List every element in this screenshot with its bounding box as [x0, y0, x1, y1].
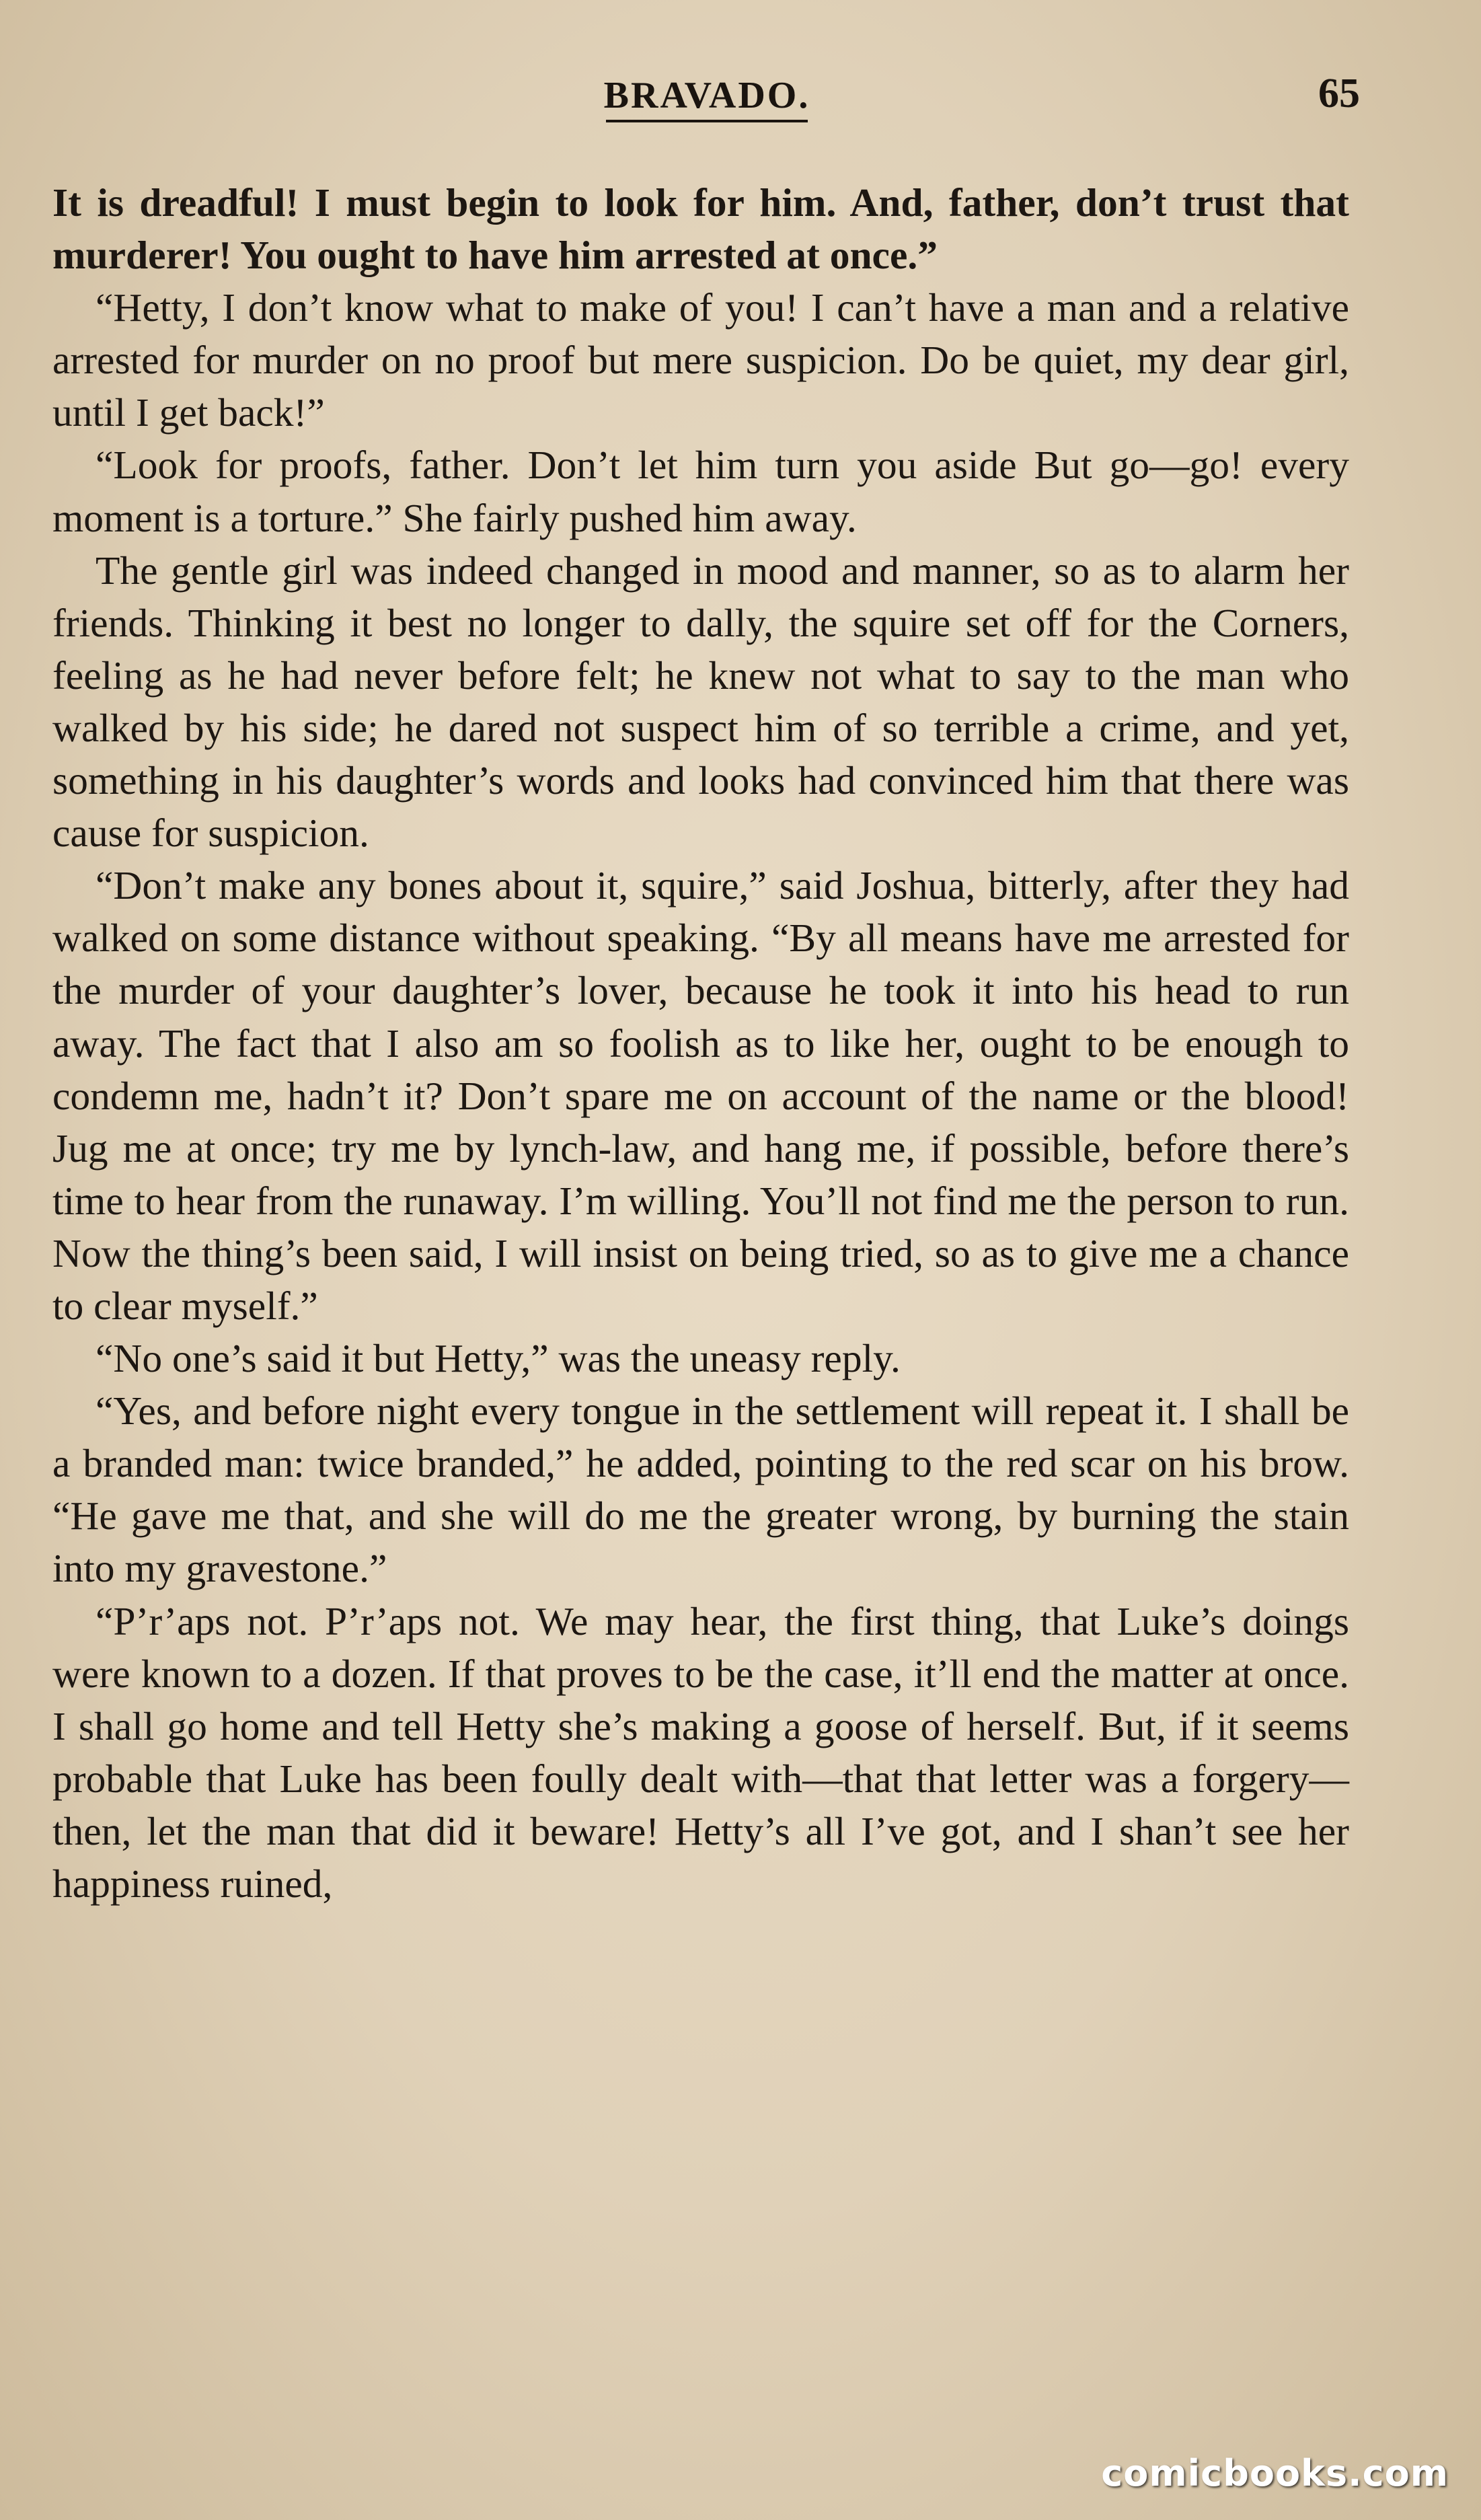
- paragraph: The gentle girl was indeed changed in mood and manner, so as to alarm her friends. Thinking it best no longer to dally, the squire set off for the Corners, feeling as he had never before felt; he knew not what to say to the man who walked by his side; he dared not suspect him of so terrible a crime, and yet, something in his daughter’s words and looks had convinced him that there was cause for suspicion.: [52, 548, 1349, 856]
- paragraph: It is dreadful! I must begin to look for him. And, father, don’t trust that murderer! You ought to have him arrested at once.”: [52, 180, 1349, 278]
- page-header: [54, 71, 1360, 135]
- watermark-text: comicbooks.com: [1101, 2452, 1449, 2494]
- paragraph: “No one’s said it but Hetty,” was the uneasy reply.: [96, 1336, 901, 1381]
- paragraph: “Look for proofs, father. Don’t let him turn you aside But go—go! every moment is a torture.” She fairly pushed him away.: [52, 443, 1349, 540]
- paragraph: “Hetty, I don’t know what to make of you! I can’t have a man and a relative arrested for murder on no proof but mere suspicion. Do be quiet, my dear girl, until I get back!”: [52, 285, 1349, 435]
- body-text: [52, 176, 1349, 1910]
- page-number: 65: [1318, 71, 1360, 116]
- paragraph: “Yes, and before night every tongue in the settlement will repeat it. I shall be a branded man: twice branded,” he added, pointing to the red scar on his brow. “He gave me that, and she will do me the greater wrong, by burning the stain into my gravestone.”: [52, 1388, 1349, 1591]
- paragraph: “Don’t make any bones about it, squire,” said Joshua, bitterly, after they had walked on some distance without speaking. “By all means have me arrested for the murder of your daughter’s lover, because he took it into his head to run away. The fact that I also am so foolish as to like her, ought to be enough to condemn me, hadn’t it? Don’t spare me on account of the name or the blood! Jug me at once; try me by lynch-law, and hang me, if possible, before there’s time to hear from the runaway. I’m willing. You’ll not find me the person to run. Now the thing’s been said, I will insist on being tried, so as to give me a chance to clear myself.”: [52, 863, 1349, 1328]
- paragraph: “P’r’aps not. P’r’aps not. We may hear, the first thing, that Luke’s doings were known to a dozen. If that proves to be the case, it’ll end the matter at once. I shall go home and tell Hetty she’s making a goose of herself. But, if it seems probable that Luke has been foully dealt with—that that letter was a forgery—then, let the man that did it beware! Hetty’s all I’ve got, and I shan’t see her happiness ruined,: [52, 1598, 1349, 1906]
- running-title: BRAVADO.: [54, 74, 1360, 122]
